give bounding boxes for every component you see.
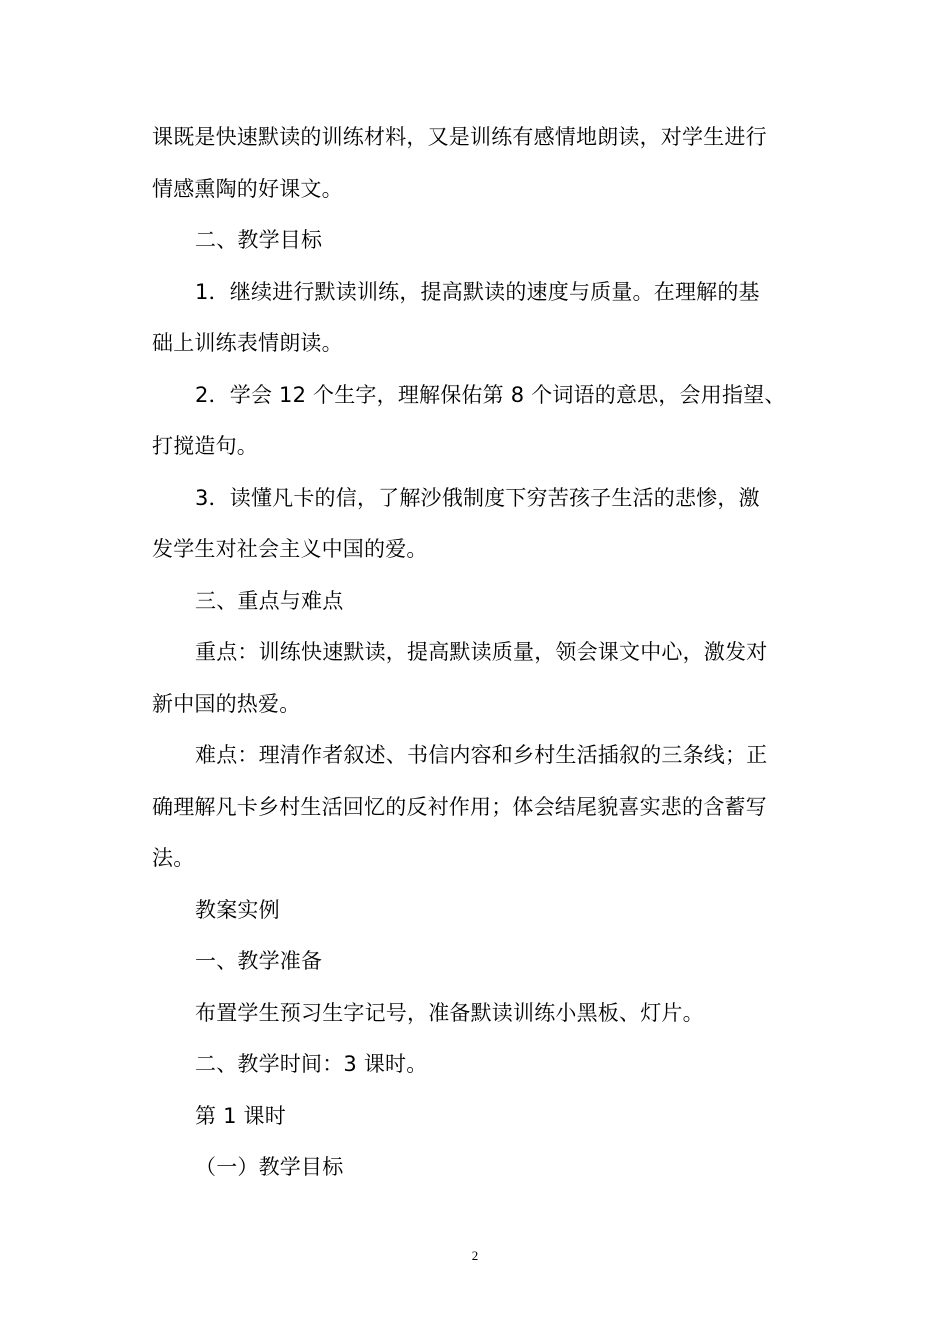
paragraph-line: 打搅造句。	[152, 434, 258, 458]
page-number: 2	[471, 1248, 479, 1263]
paragraph-line: 布置学生预习生字记号，准备默读训练小黑板、灯片。	[195, 1000, 704, 1025]
paragraph-line: 二、教学时间：3 课时。	[195, 1052, 428, 1076]
document-body	[152, 112, 802, 1194]
subsection-heading: （一）教学目标	[195, 1155, 344, 1179]
section-heading: 教案实例	[195, 897, 280, 922]
paragraph-line: 础上训练表情朗读。	[152, 331, 343, 355]
section-heading: 一、教学准备	[195, 949, 323, 973]
section-heading: 三、重点与难点	[195, 588, 344, 613]
lesson-heading: 第 1 课时	[195, 1103, 286, 1128]
paragraph-line: 确理解凡卡乡村生活回忆的反衬作用；体会结尾貌喜实悲的含蓄写	[152, 794, 767, 819]
paragraph-line: 2．学会 12 个生字，理解保佑第 8 个词语的意思，会用指望、	[195, 382, 786, 407]
paragraph-line: 发学生对社会主义中国的爱。	[152, 537, 428, 561]
paragraph-line: 难点：理清作者叙述、书信内容和乡村生活插叙的三条线；正	[195, 743, 768, 767]
section-heading: 二、教学目标	[195, 228, 323, 252]
paragraph-line: 课既是快速默读的训练材料，又是训练有感情地朗读，对学生进行	[152, 125, 767, 149]
paragraph-line: 情感熏陶的好课文。	[152, 176, 343, 201]
paragraph-line: 3．读懂凡卡的信，了解沙俄制度下穷苦孩子生活的悲惨，激	[195, 485, 760, 510]
paragraph-line: 法。	[152, 846, 195, 870]
paragraph-line: 新中国的热爱。	[152, 691, 301, 716]
paragraph-line: 1．继续进行默读训练，提高默读的速度与质量。在理解的基	[195, 279, 760, 304]
paragraph-line: 重点：训练快速默读，提高默读质量，领会课文中心，激发对	[195, 640, 768, 664]
